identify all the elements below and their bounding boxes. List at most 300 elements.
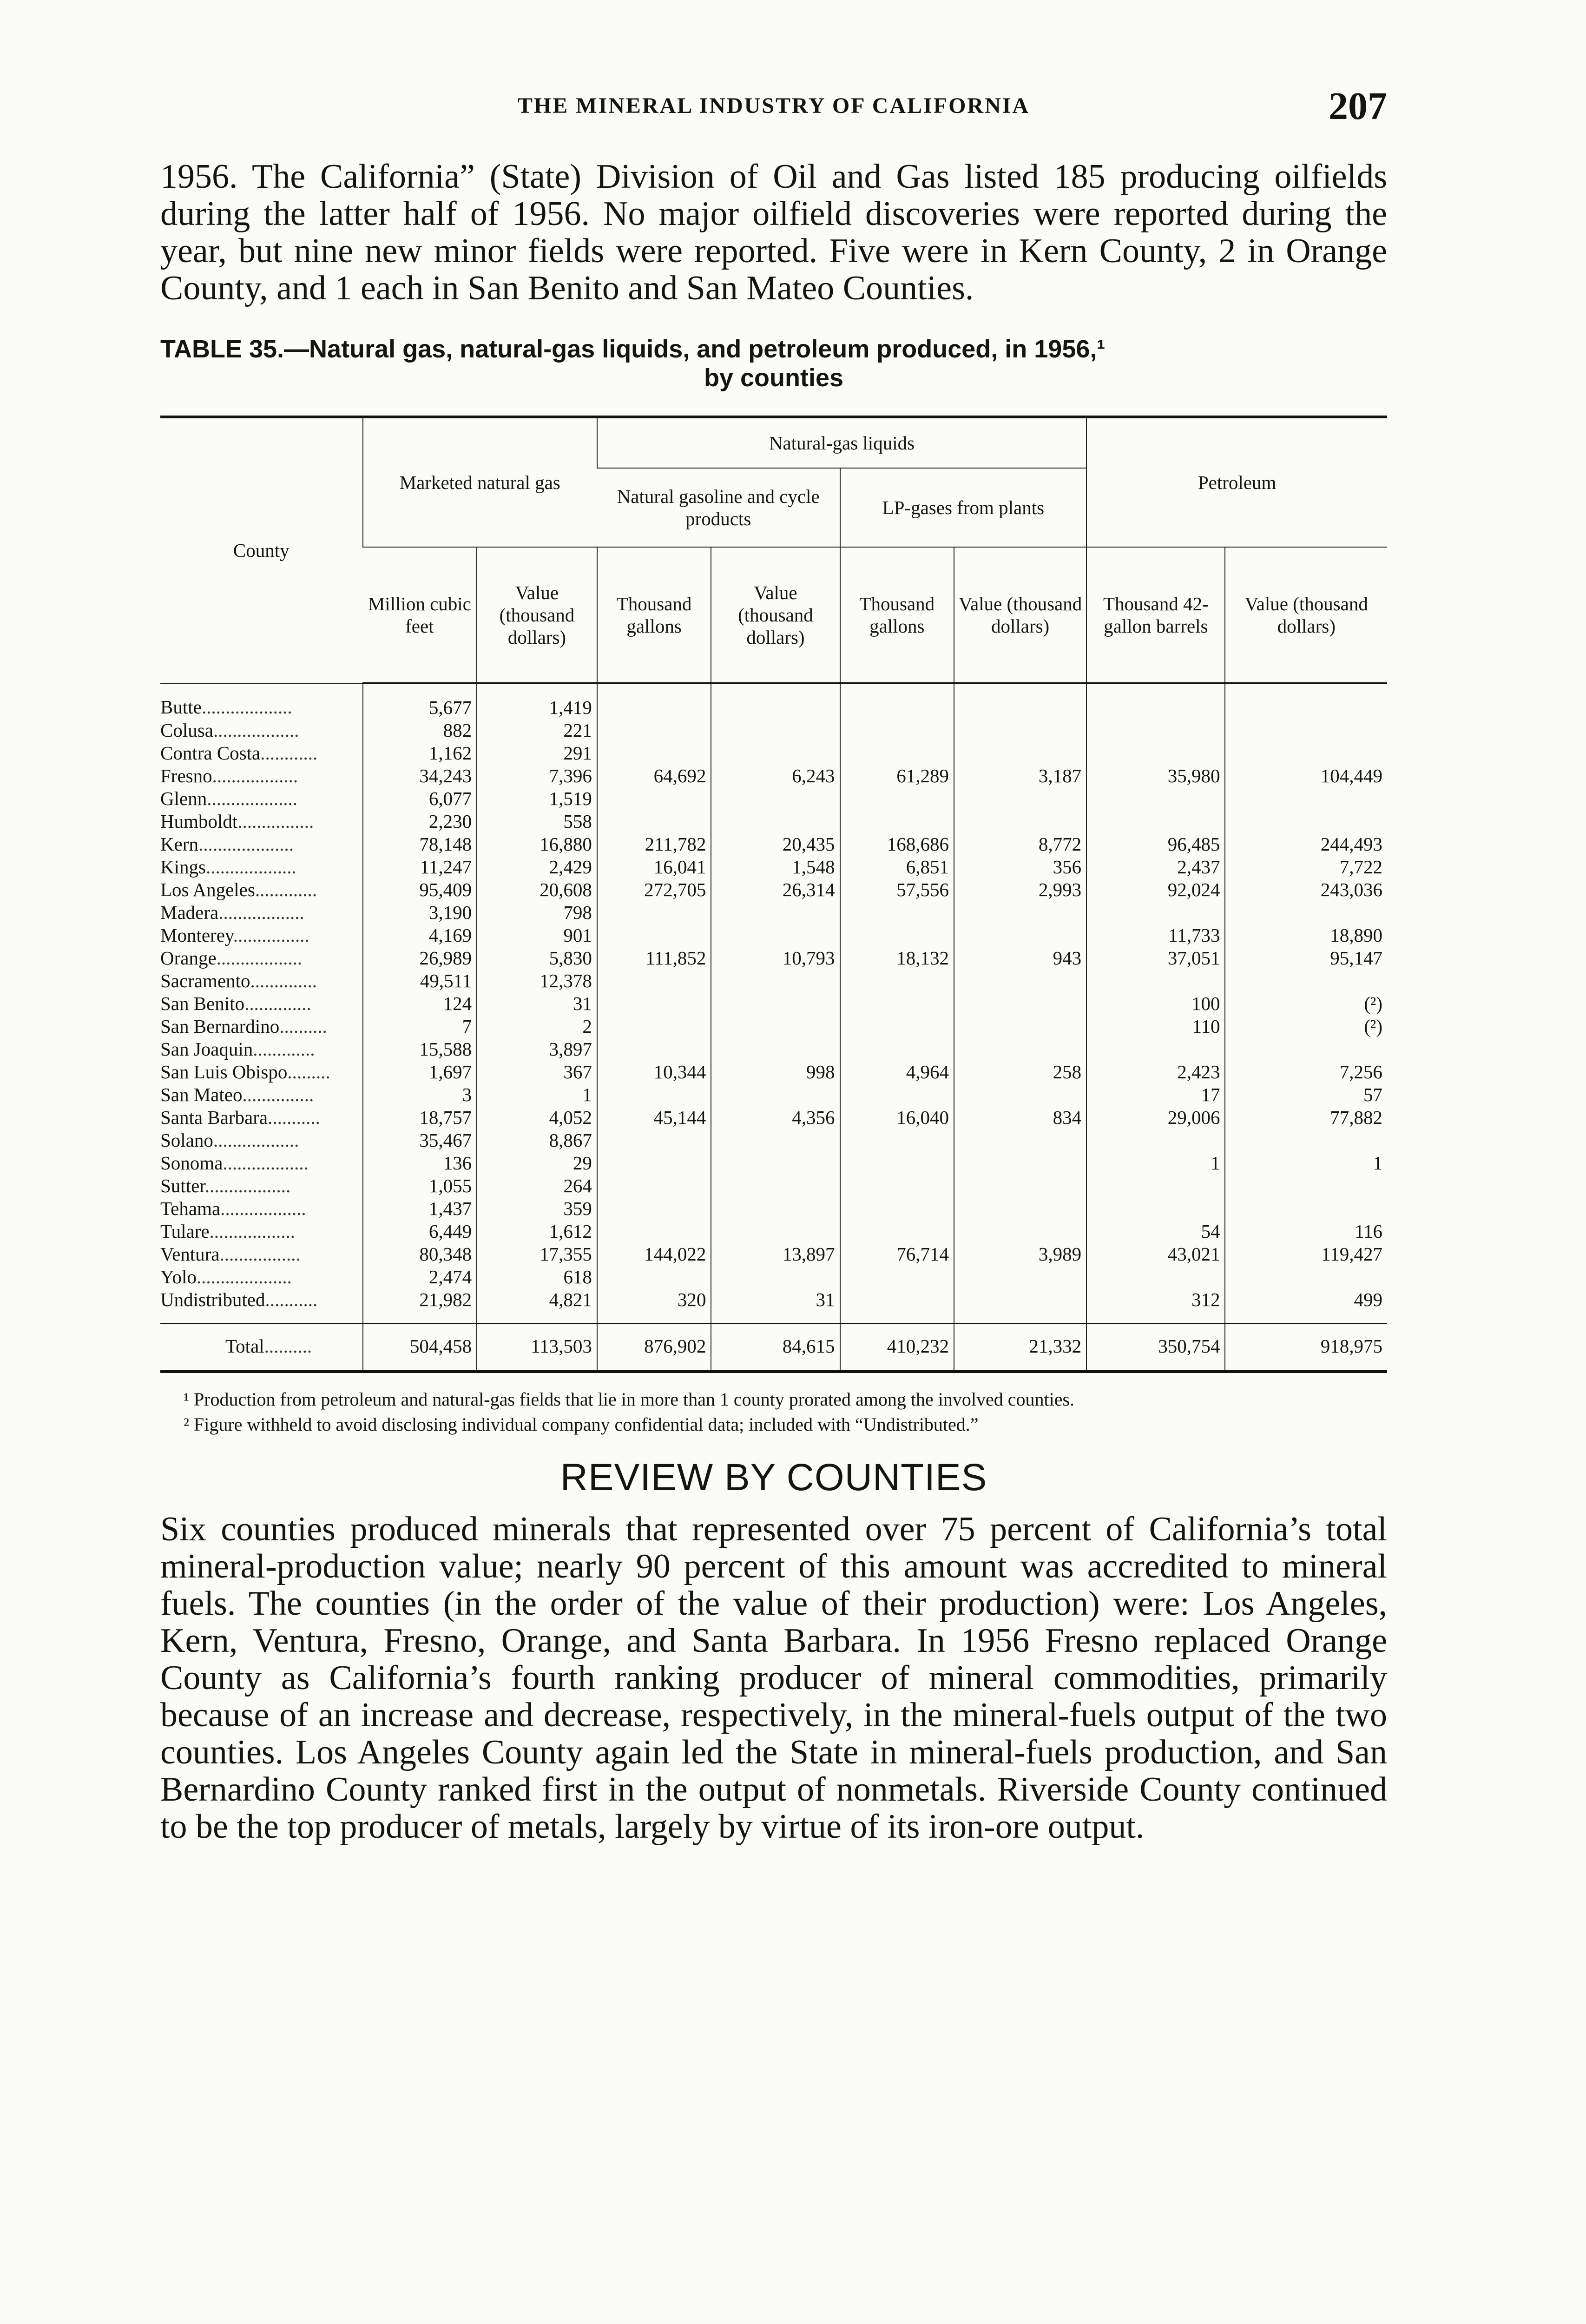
table-cell: 3,190 [363,901,477,924]
table-cell: 876,902 [597,1324,711,1372]
table-cell [597,787,711,810]
table-cell: 2,230 [363,810,477,832]
county-label: Madera [160,901,219,923]
table-cell: 1,162 [363,741,477,764]
unit-header: Thousand gallons [597,547,711,683]
unit-header: Value (thousand dollars) [1225,547,1387,683]
table-cell: 618 [477,1265,597,1288]
table-row [160,1265,1387,1288]
table-cell [711,969,840,992]
running-head [160,79,1387,130]
county-label: Kern [160,833,198,855]
table-title-line-1: TABLE 35.—Natural gas, natural-gas liquids, and petroleum produced, in 1956,¹ [160,335,1106,363]
table-cell: 901 [477,924,597,946]
table-cell: 221 [477,719,597,741]
table-cell: 29 [477,1151,597,1174]
table-cell [597,719,711,741]
table-cell: (²) [1225,1015,1387,1037]
table-cell: 6,851 [840,855,954,878]
table-cell: 211,782 [597,832,711,855]
table-cell: 3 [363,1083,477,1106]
table-row [160,992,1387,1015]
total-row [160,1324,1387,1372]
table-cell: 1 [477,1083,597,1106]
table-cell [711,1151,840,1174]
table-row [160,764,1387,787]
table-cell [1225,1129,1387,1151]
table-cell: 92,024 [1086,878,1225,901]
table-cell [954,1197,1086,1220]
dot-leader: .................. [218,901,304,923]
table-cell: 834 [954,1106,1086,1129]
table-cell: 18,890 [1225,924,1387,946]
table-cell: 57 [1225,1083,1387,1106]
dot-leader: .......... [264,1335,312,1357]
county-name [160,878,363,901]
table-cell: 2,437 [1086,855,1225,878]
county-label: Humboldt [160,810,238,832]
table-cell [711,901,840,924]
unit-header: Thousand gallons [840,547,954,683]
table-cell: 76,714 [840,1242,954,1265]
table-cell [597,1265,711,1288]
table-cell [840,1015,954,1037]
county-name [160,1151,363,1174]
table-body [160,683,1387,1372]
table-cell: 20,435 [711,832,840,855]
dot-leader: ............. [253,1038,315,1060]
table-cell [840,1288,954,1324]
table-cell [1225,1037,1387,1060]
table-title [160,335,1387,392]
table-cell [711,1265,840,1288]
dot-leader: .............. [244,992,311,1014]
table-cell: 499 [1225,1288,1387,1324]
table-cell [1086,969,1225,992]
table-cell [840,969,954,992]
marketed-gas-header: Marketed natural gas [363,417,597,547]
table-cell: 34,243 [363,764,477,787]
table-cell: 95,147 [1225,946,1387,969]
table-cell: 96,485 [1086,832,1225,855]
county-label: Monterey [160,924,233,946]
county-label: Colusa [160,719,213,741]
table-cell: 264 [477,1174,597,1197]
table-cell [1086,1129,1225,1151]
table-cell: 16,041 [597,855,711,878]
table-cell: 78,148 [363,832,477,855]
county-name [160,1106,363,1129]
table-cell: 291 [477,741,597,764]
unit-header: Million cubic feet [363,547,477,683]
dot-leader: .................. [213,1129,299,1151]
table-cell: 144,022 [597,1242,711,1265]
dot-leader: .................. [213,719,299,741]
table-cell: 37,051 [1086,946,1225,969]
table-cell: 558 [477,810,597,832]
table-cell: 17,355 [477,1242,597,1265]
table-cell: 272,705 [597,878,711,901]
county-label: Solano [160,1129,213,1151]
county-label: Orange [160,947,217,969]
table-cell: 16,880 [477,832,597,855]
table-cell: 1,055 [363,1174,477,1197]
table-cell: 168,686 [840,832,954,855]
county-name [160,1129,363,1151]
table-cell: 16,040 [840,1106,954,1129]
table-cell: 2,423 [1086,1060,1225,1083]
table-cell: 1 [1225,1151,1387,1174]
table-cell [1086,787,1225,810]
table-cell: 1,697 [363,1060,477,1083]
table-cell: 43,021 [1086,1242,1225,1265]
table-cell [597,1197,711,1220]
table-cell [840,787,954,810]
table-cell: 243,036 [1225,878,1387,901]
table-cell: 31 [711,1288,840,1324]
table-row [160,1083,1387,1106]
dot-leader: ................... [207,787,297,809]
county-name [160,969,363,992]
table-cell: 54 [1086,1220,1225,1242]
table-row [160,855,1387,878]
dot-leader: .................... [196,1266,292,1287]
table-cell: 6,077 [363,787,477,810]
table-cell [597,1037,711,1060]
table-cell: 11,247 [363,855,477,878]
table-cell [840,1129,954,1151]
dot-leader: ................ [233,924,309,946]
table-cell [954,810,1086,832]
table-cell [840,901,954,924]
table-cell [840,1037,954,1060]
table-row [160,832,1387,855]
table-row [160,1288,1387,1324]
table-cell [711,741,840,764]
table-cell: 29,006 [1086,1106,1225,1129]
review-paragraph: Six counties produced minerals that represented over 75 percent of California’s total mineral-production value; nearly 90 percent of this amount was accredited to mineral fuels. The counties (in the order of the value of their production) were: Los Angeles, Kern, Ventura, Fresno, Orange, and Santa Barbara. In 1956 Fresno replaced Orange County as California’s fourth ranking producer of mineral commodities, primarily because of an increase and decrease, respectively, in the mineral-fuels output of the two counties. Los Angeles County again led the State in mineral-fuels production, and San Bernardino County ranked first in the output of nonmetals. Riverside County continued to be the top producer of metals, largely by virtue of its iron-ore output. [160,1510,1387,1846]
natural-gasoline-header: Natural gasoline and cycle products [597,468,840,547]
county-label: Ventura [160,1243,220,1265]
table-cell: 18,132 [840,946,954,969]
table-cell [597,924,711,946]
table-cell [711,719,840,741]
county-label: Glenn [160,787,207,809]
table-cell: 18,757 [363,1106,477,1129]
table-cell: 312 [1086,1288,1225,1324]
footnote-2: ² Figure withheld to avoid disclosing individual company confidential data; included with “Undistributed.” [184,1414,979,1435]
table-row [160,719,1387,741]
table-cell [840,1220,954,1242]
table-cell [597,1151,711,1174]
table-cell: 104,449 [1225,764,1387,787]
county-label: Butte [160,696,202,718]
table-row [160,741,1387,764]
table-cell [711,1220,840,1242]
table-cell [954,1174,1086,1197]
table-row [160,810,1387,832]
table-cell: 20,608 [477,878,597,901]
table-cell [1086,1197,1225,1220]
dot-leader: .................. [212,765,298,786]
table-row [160,683,1387,719]
table-cell: 64,692 [597,764,711,787]
county-name [160,924,363,946]
table-cell [1086,1037,1225,1060]
table-cell: 136 [363,1151,477,1174]
table-cell [1086,810,1225,832]
table-cell [1086,719,1225,741]
table-cell [840,924,954,946]
table-cell [711,992,840,1015]
county-label: Sacramento [160,970,250,991]
dot-leader: .................. [223,1152,309,1174]
table-row [160,924,1387,946]
table-cell [840,1174,954,1197]
table-cell: 1,419 [477,683,597,719]
table-cell [711,924,840,946]
table-cell: 7,256 [1225,1060,1387,1083]
table-cell: 100 [1086,992,1225,1015]
county-label: Undistributed [160,1288,265,1310]
county-label: Tulare [160,1220,210,1242]
document-page [160,79,1387,1845]
table-cell: 3,989 [954,1242,1086,1265]
table-cell: 5,677 [363,683,477,719]
table-row [160,1129,1387,1151]
dot-leader: .......... [279,1015,327,1037]
table-cell [597,1083,711,1106]
table-cell [711,683,840,719]
dot-leader: .................. [220,1197,306,1219]
table-row [160,901,1387,924]
table-cell: 49,511 [363,969,477,992]
table-row [160,1015,1387,1037]
table-cell: 504,458 [363,1324,477,1372]
county-name [160,1174,363,1197]
table-cell: 7,722 [1225,855,1387,878]
dot-leader: ................... [201,696,292,718]
table-cell: 10,344 [597,1060,711,1083]
county-name [160,1265,363,1288]
table-cell: 410,232 [840,1324,954,1372]
county-label: Total [225,1335,264,1357]
table-cell [1225,969,1387,992]
county-name [160,1037,363,1060]
table-cell [1225,787,1387,810]
county-label: Sonoma [160,1152,223,1174]
table-cell: 2 [477,1015,597,1037]
page-number: 207 [1329,85,1387,128]
table-cell [1225,719,1387,741]
table-row [160,1151,1387,1174]
table-cell: 2,993 [954,878,1086,901]
table-cell: 13,897 [711,1242,840,1265]
table-cell: 356 [954,855,1086,878]
table-cell [597,992,711,1015]
table-row [160,1242,1387,1265]
table-cell: 4,964 [840,1060,954,1083]
county-name [160,1083,363,1106]
table-cell [597,1220,711,1242]
table-cell: 31 [477,992,597,1015]
table-row [160,1220,1387,1242]
dot-leader: .................... [198,833,294,855]
table-cell: 6,449 [363,1220,477,1242]
table-cell [597,741,711,764]
table-row [160,969,1387,992]
dot-leader: ............... [242,1083,314,1105]
table-cell: 21,982 [363,1288,477,1324]
table-cell: 1,548 [711,855,840,878]
table-cell: 320 [597,1288,711,1324]
table-cell: 119,427 [1225,1242,1387,1265]
unit-header: Thousand 42-gallon barrels [1086,547,1225,683]
county-name [160,992,363,1015]
table-cell: 110 [1086,1015,1225,1037]
county-name [160,1288,363,1324]
county-label: Santa Barbara [160,1106,268,1128]
table-cell: 57,556 [840,878,954,901]
table-cell [954,741,1086,764]
section-heading: REVIEW BY COUNTIES [560,1456,987,1499]
table-cell [954,924,1086,946]
table-cell [1225,1174,1387,1197]
table-cell: 4,052 [477,1106,597,1129]
unit-header: Value (thousand dollars) [711,547,840,683]
table-row [160,1197,1387,1220]
county-label: Tehama [160,1197,221,1219]
county-label: Fresno [160,765,212,786]
dot-leader: ................... [205,856,296,878]
dot-leader: ........... [265,1288,318,1310]
county-label: San Mateo [160,1083,243,1105]
dot-leader: .................. [204,1175,291,1196]
table-cell: 80,348 [363,1242,477,1265]
table-cell: 116 [1225,1220,1387,1242]
table-cell [1225,683,1387,719]
table-cell [711,1083,840,1106]
table-cell: 998 [711,1060,840,1083]
table-row [160,787,1387,810]
dot-leader: ................ [237,810,314,832]
dot-leader: ............ [260,742,318,764]
table-cell [954,683,1086,719]
table-cell [711,787,840,810]
dot-leader: ........... [268,1106,320,1128]
table-cell [597,901,711,924]
table-cell: 2,474 [363,1265,477,1288]
table-cell: 1,612 [477,1220,597,1242]
table-row [160,878,1387,901]
footnotes [160,1389,1387,1435]
table-cell: 26,314 [711,878,840,901]
running-head-title: THE MINERAL INDUSTRY OF CALIFORNIA [517,93,1030,118]
table-cell: 113,503 [477,1324,597,1372]
table-cell: 6,243 [711,764,840,787]
table-cell [954,1265,1086,1288]
table-cell: 77,882 [1225,1106,1387,1129]
county-name [160,719,363,741]
table-cell [840,1265,954,1288]
table-cell [711,1015,840,1037]
county-name [160,855,363,878]
table-cell: 35,980 [1086,764,1225,787]
table-cell [954,992,1086,1015]
table-cell: 11,733 [1086,924,1225,946]
table-cell: 124 [363,992,477,1015]
table-cell [840,992,954,1015]
county-name [160,1197,363,1220]
intro-paragraph: 1956. The California” (State) Division of Oil and Gas listed 185 producing oilfields during the latter half of 1956. No major oilfield discoveries were reported during the year, but nine new minor fields were reported. Five were in Kern County, 2 in Orange County, and 1 each in San Benito and San Mateo Counties. [160,158,1387,307]
table-cell [597,1174,711,1197]
table-cell: 17 [1086,1083,1225,1106]
table-cell: 5,830 [477,946,597,969]
table-cell: 4,821 [477,1288,597,1324]
table-cell [954,1288,1086,1324]
county-name [160,901,363,924]
table-cell: 111,852 [597,946,711,969]
table-cell: 882 [363,719,477,741]
county-label: Sutter [160,1175,205,1196]
county-name [160,1220,363,1242]
table-cell [954,1037,1086,1060]
table-cell: 84,615 [711,1324,840,1372]
table-cell [1086,1265,1225,1288]
dot-leader: ................. [219,1243,301,1265]
table-cell [711,810,840,832]
table-cell [954,901,1086,924]
county-label: San Joaquin [160,1038,253,1060]
county-name [160,1324,363,1372]
county-label: San Benito [160,992,245,1014]
table-cell [1225,1265,1387,1288]
table-cell [840,719,954,741]
dot-leader: .................. [209,1220,296,1242]
table-cell [840,1197,954,1220]
dot-leader: .............. [250,970,317,991]
table-cell [597,683,711,719]
table-cell: 350,754 [1086,1324,1225,1372]
county-name [160,1060,363,1083]
table-cell: 35,467 [363,1129,477,1151]
table-cell [1086,683,1225,719]
production-table [160,416,1387,1373]
petroleum-header: Petroleum [1086,417,1387,547]
county-name [160,683,363,719]
table-cell: 4,169 [363,924,477,946]
county-label: Kings [160,856,206,878]
table-cell: 3,897 [477,1037,597,1060]
table-cell [840,810,954,832]
table-cell [597,810,711,832]
table-cell: 8,772 [954,832,1086,855]
table-cell: (²) [1225,992,1387,1015]
table-cell [711,1037,840,1060]
table-cell: 15,588 [363,1037,477,1060]
table-cell [1225,901,1387,924]
table-cell: 258 [954,1060,1086,1083]
table-cell: 1,437 [363,1197,477,1220]
footnote-1: ¹ Production from petroleum and natural-gas fields that lie in more than 1 county prorated among the involved counties. [184,1389,1075,1410]
table-row [160,1106,1387,1129]
table-cell [954,1129,1086,1151]
table-cell [954,1083,1086,1106]
table-cell [597,1129,711,1151]
table-cell [597,1015,711,1037]
table-cell: 367 [477,1060,597,1083]
table-cell [840,1083,954,1106]
